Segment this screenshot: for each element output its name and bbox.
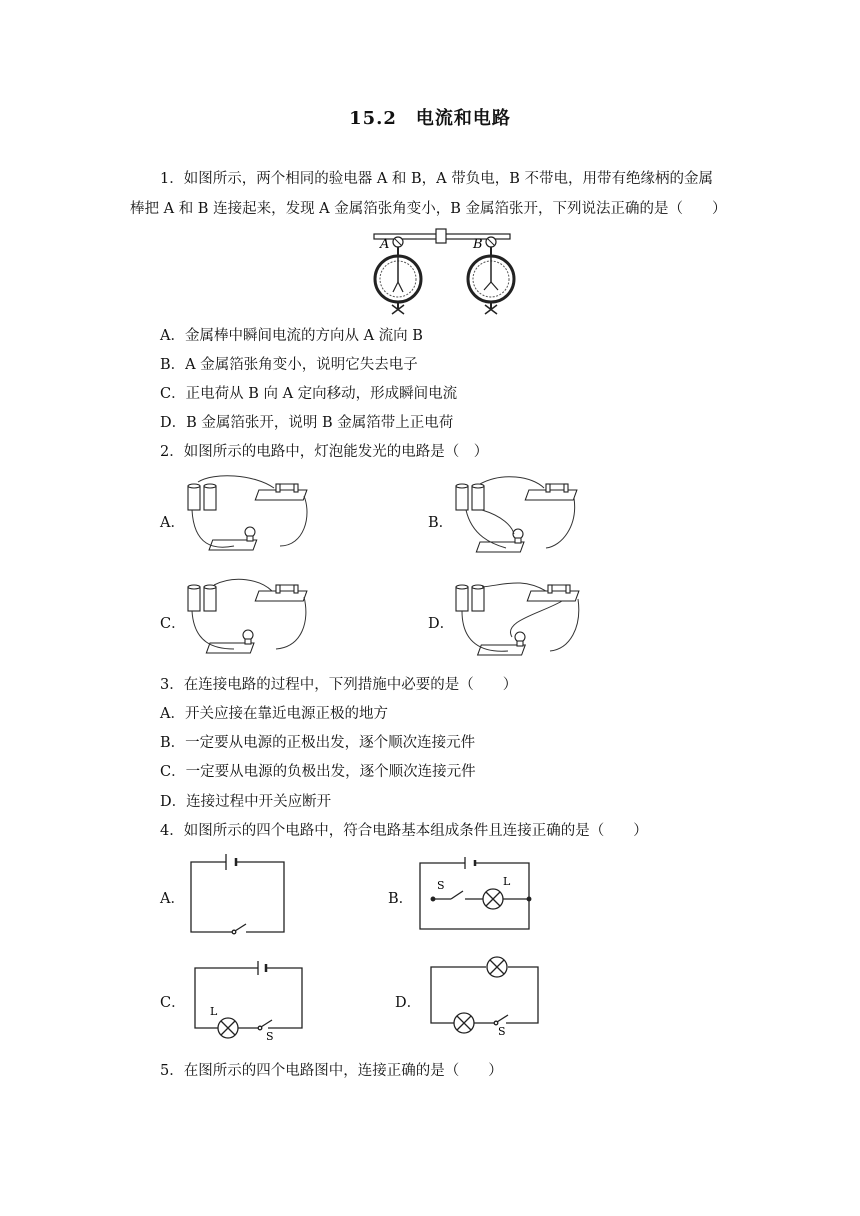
page-title: 15.2 电流和电路 [349, 108, 511, 129]
q1-option-d: D．B 金属箔张开，说明 B 金属箔带上正电荷 [160, 415, 454, 431]
q1-label-a: A [380, 237, 390, 252]
q2-circuit-a [184, 476, 320, 564]
q2-label-b: B． [428, 515, 454, 531]
q4-b-switch-label: S [437, 879, 445, 892]
q1-stem-line1: 1．如图所示，两个相同的验电器 A 和 B，A 带负电，B 不带电，用带有绝缘柄的金属 [160, 171, 714, 187]
q4-circuit-d [428, 953, 542, 1038]
q1-label-b: B [473, 237, 483, 252]
q4-label-b: B． [388, 891, 414, 907]
q4-label-c: C． [160, 995, 186, 1011]
q1-option-a: A．金属棒中瞬间电流的方向从 A 流向 B [160, 328, 423, 344]
q2-label-d: D． [428, 616, 455, 632]
q2-circuit-c [184, 577, 320, 665]
q4-c-lamp-label: L [210, 1005, 218, 1018]
q2-stem: 2．如图所示的电路中，灯泡能发光的电路是（ ） [160, 444, 489, 460]
q2-label-a: A． [160, 515, 185, 531]
q5-stem: 5．在图所示的四个电路图中，连接正确的是（ ） [160, 1063, 503, 1079]
q3-option-a: A．开关应接在靠近电源正极的地方 [160, 706, 388, 722]
q3-option-c: C．一定要从电源的负极出发，逐个顺次连接元件 [160, 764, 476, 780]
q4-d-switch-label: S [498, 1025, 506, 1038]
q4-stem: 4．如图所示的四个电路中，符合电路基本组成条件且连接正确的是（ ） [160, 823, 648, 839]
q3-option-d: D．连接过程中开关应断开 [160, 794, 332, 810]
q4-circuit-b [417, 857, 532, 931]
q4-b-lamp-label: L [503, 875, 511, 888]
q1-option-b: B．A 金属箔张角变小，说明它失去电子 [160, 357, 418, 373]
q1-electroscope-figure [360, 226, 520, 318]
q2-circuit-b [452, 476, 588, 564]
q2-label-c: C． [160, 616, 186, 632]
q3-option-b: B．一定要从电源的正极出发，逐个顺次连接元件 [160, 735, 476, 751]
q1-stem-line2: 棒把 A 和 B 连接起来，发现 A 金属箔张角变小，B 金属箔张开，下列说法正确的是（ ） [130, 201, 727, 217]
q4-label-d: D． [395, 995, 422, 1011]
q4-circuit-c [192, 960, 304, 1043]
q1-option-c: C．正电荷从 B 向 A 定向移动，形成瞬间电流 [160, 386, 458, 402]
q4-c-switch-label: S [266, 1030, 274, 1043]
q3-stem: 3．在连接电路的过程中，下列措施中必要的是（ ） [160, 677, 518, 693]
q2-circuit-d [452, 577, 588, 665]
q4-label-a: A． [160, 891, 185, 907]
q4-circuit-a [188, 852, 288, 936]
